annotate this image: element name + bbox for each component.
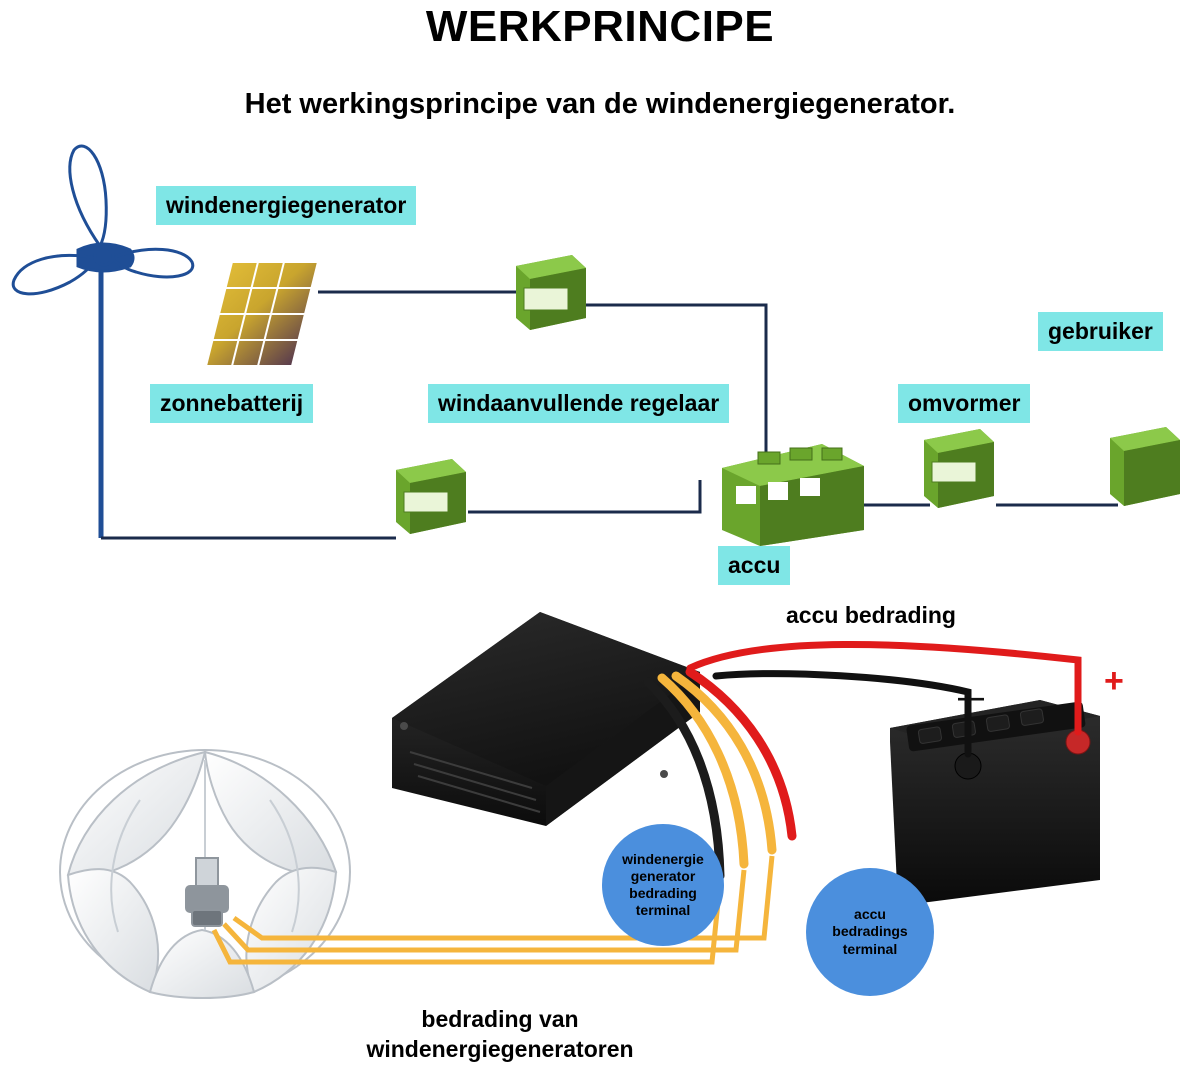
label-windaanvullende-regelaar: windaanvullende regelaar [428,384,729,423]
label-gebruiker: gebruiker [1038,312,1163,351]
callout-generator-line-4: terminal [635,902,691,919]
callout-battery-line-2: bedradings [832,923,908,940]
label-accu-bedrading: accu bedrading [786,602,956,628]
callout-battery-line-3: terminal [842,940,898,957]
page-title: WERKPRINCIPE [425,2,775,51]
label-omvormer: omvormer [898,384,1030,423]
callout-generator-terminal [602,824,724,946]
label-windenergiegenerator: windenergiegenerator [156,186,416,225]
battery-plus-sign: + [1104,662,1124,700]
label-accu: accu [718,546,790,585]
battery-minus-sign: — [958,682,984,712]
callout-battery-terminal [806,868,934,996]
callout-generator-line-3: bedrading [629,885,697,901]
label-generator-wiring-line1: bedrading van [421,1006,579,1032]
callout-generator-line-1: windenergie [622,850,704,867]
label-generator-wiring-line2: windenergiegeneratoren [366,1036,634,1062]
page-subtitle: Het werkingsprincipe van de windenergiegenerator. [244,88,956,120]
callout-generator-line-2: generator [630,867,696,884]
callout-battery-line-1: accu [854,906,886,923]
battery-device [890,700,1100,906]
label-zonnebatterij: zonnebatterij [150,384,313,423]
controller-device [392,612,700,826]
